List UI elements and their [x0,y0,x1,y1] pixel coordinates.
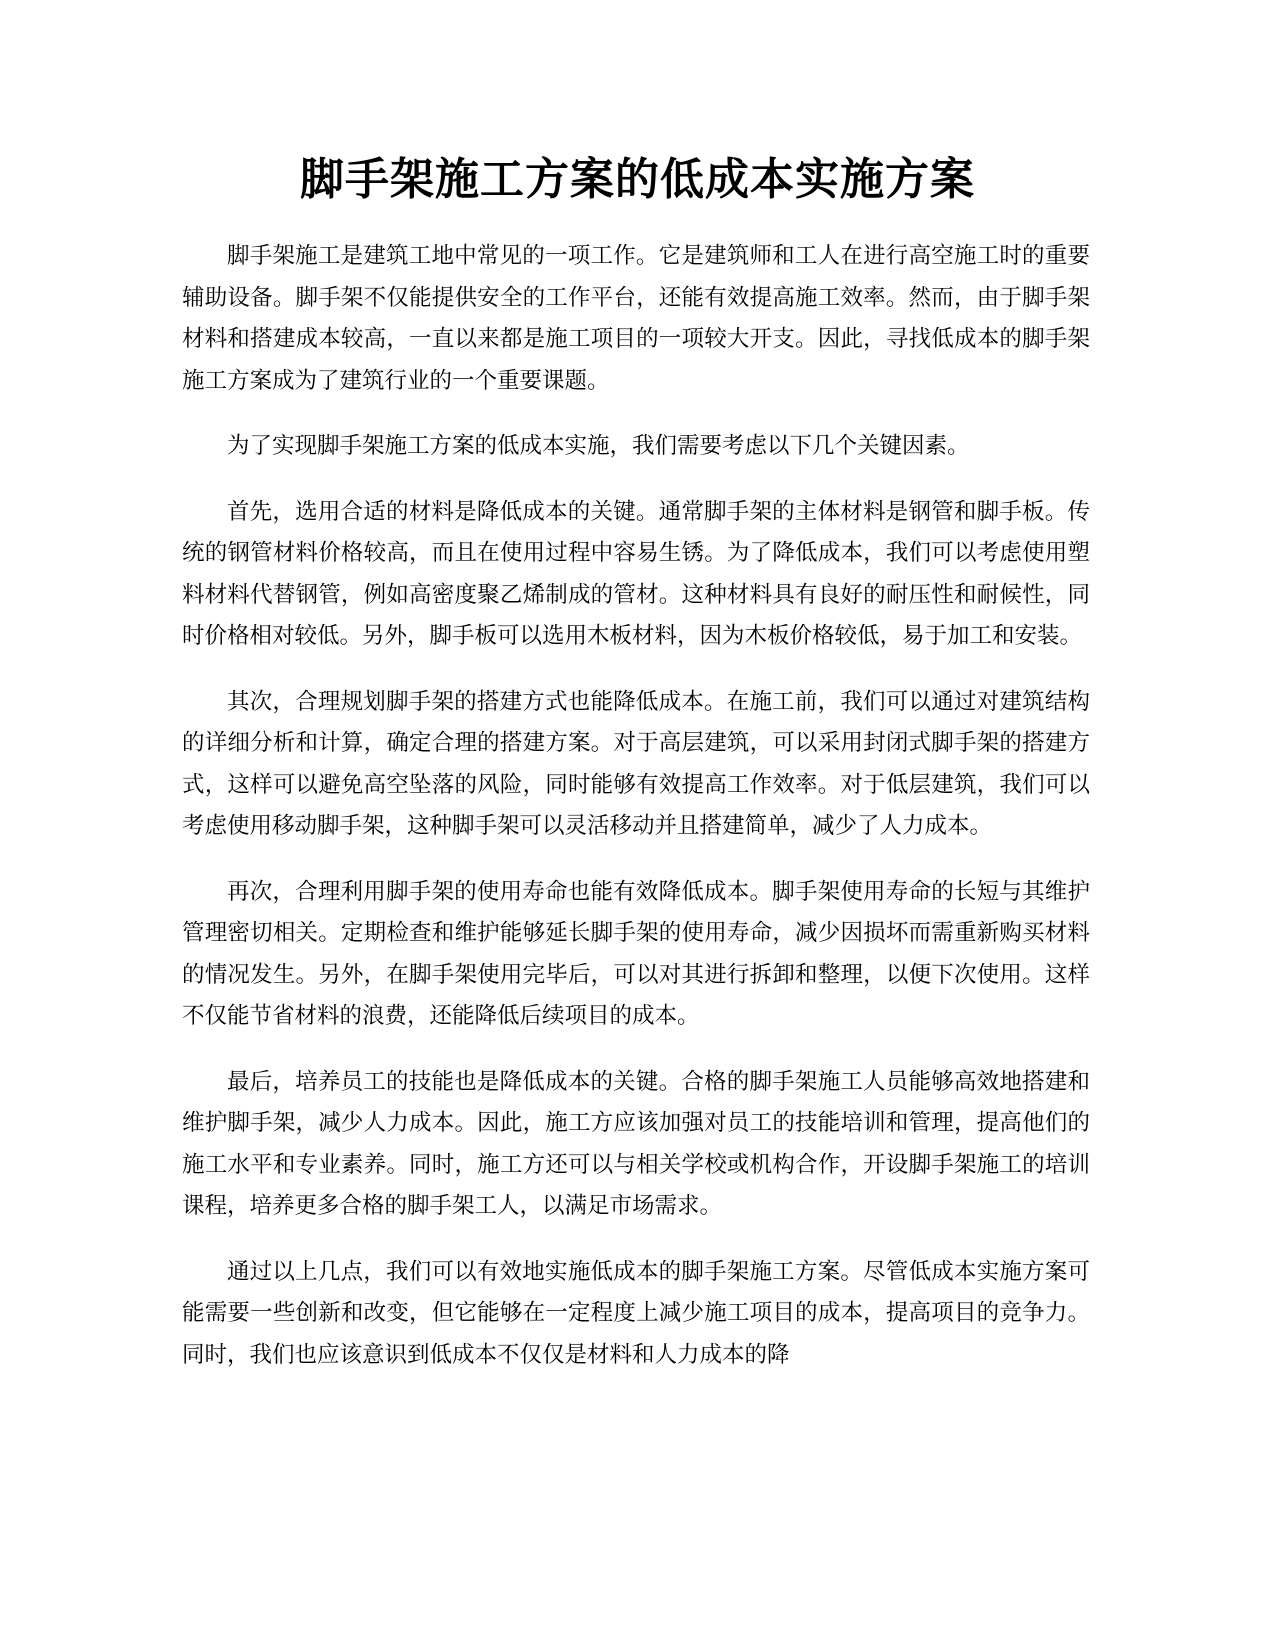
document-title: 脚手架施工方案的低成本实施方案 [300,154,975,205]
paragraph-key-factors: 为了实现脚手架施工方案的低成本实施，我们需要考虑以下几个关键因素。 [227,433,970,459]
document-body [182,236,1090,1400]
paragraph-lifespan: 再次，合理利用脚手架的使用寿命也能有效降低成本。脚手架使用寿命的长短与其维护管理密切相关。定期检查和维护能够延长脚手架的使用寿命，减少因损坏而需重新购买材料的情况发生。另外，在脚手架使用完毕后，可以对其进行拆卸和整理，以便下次使用。这样不仅能节省材料的浪费，还能降低后续项目的成本。 [182,878,1090,1029]
paragraph-conclusion: 通过以上几点，我们可以有效地实施低成本的脚手架施工方案。尽管低成本实施方案可能需要一些创新和改变，但它能够在一定程度上减少施工项目的成本，提高项目的竞争力。同时，我们也应该意识到低成本不仅仅是材料和人力成本的降 [182,1258,1090,1368]
paragraph-planning: 其次，合理规划脚手架的搭建方式也能降低成本。在施工前，我们可以通过对建筑结构的详细分析和计算，确定合理的搭建方案。对于高层建筑，可以采用封闭式脚手架的搭建方式，这样可以避免高空坠落的风险，同时能够有效提高工作效率。对于低层建筑，我们可以考虑使用移动脚手架，这种脚手架可以灵活移动并且搭建简单，减少了人力成本。 [182,688,1090,839]
paragraph-training: 最后，培养员工的技能也是降低成本的关键。合格的脚手架施工人员能够高效地搭建和维护脚手架，减少人力成本。因此，施工方应该加强对员工的技能培训和管理，提高他们的施工水平和专业素养。同时，施工方还可以与相关学校或机构合作，开设脚手架施工的培训课程，培养更多合格的脚手架工人，以满足市场需求。 [182,1068,1090,1219]
paragraph-materials: 首先，选用合适的材料是降低成本的关键。通常脚手架的主体材料是钢管和脚手板。传统的钢管材料价格较高，而且在使用过程中容易生锈。为了降低成本，我们可以考虑使用塑料材料代替钢管，例如高密度聚乙烯制成的管材。这种材料具有良好的耐压性和耐候性，同时价格相对较低。另外，脚手板可以选用木板材料，因为木板价格较低，易于加工和安装。 [182,498,1090,649]
paragraph-intro: 脚手架施工是建筑工地中常见的一项工作。它是建筑师和工人在进行高空施工时的重要辅助设备。脚手架不仅能提供安全的工作平台，还能有效提高施工效率。然而，由于脚手架材料和搭建成本较高，一直以来都是施工项目的一项较大开支。因此，寻找低成本的脚手架施工方案成为了建筑行业的一个重要课题。 [182,243,1090,394]
